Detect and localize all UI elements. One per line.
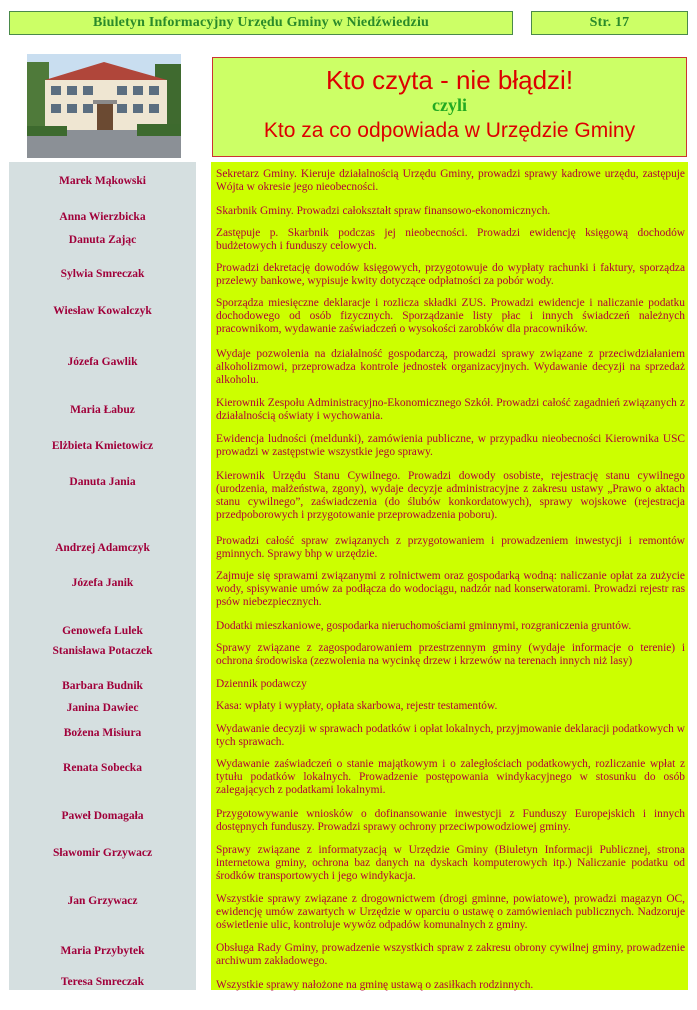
staff-name: Barbara Budnik (62, 680, 143, 692)
staff-name: Maria Przybytek (60, 945, 145, 957)
town-hall-photo (27, 54, 181, 158)
staff-duty: Kierownik Urzędu Stanu Cywilnego. Prowadzi dowody osobiste, rejestrację stanu cywilnego (urodzenia, małżeństwa, zgony), wydaje decyzje administracyjne z zakresu ustawy „Prawo o aktach stanu cywilnego”, zaświadczenia (do ślubów konkordatowych), sprawy wojskowe (rejestracja przedpoborowych i przygotowanie przeprowadzenia poboru). (216, 470, 685, 521)
staff-name: Andrzej Adamczyk (55, 542, 150, 554)
staff-duty: Zastępuje p. Skarbnik podczas jej nieobecności. Prowadzi ewidencję księgową dochodów budżetowych i funduszy celowych. (216, 227, 685, 252)
staff-name: Teresa Smreczak (60, 976, 145, 988)
staff-duty: Kasa: wpłaty i wypłaty, opłata skarbowa, rejestr testamentów. (216, 700, 498, 712)
article-title-connector: czyli (432, 95, 467, 115)
staff-name: Marek Mąkowski (59, 175, 146, 187)
staff-name: Józefa Gawlik (67, 356, 138, 368)
article-title-box (212, 57, 687, 157)
staff-duty: Obsługa Rady Gminy, prowadzenie wszystkich spraw z zakresu obrony cywilnej gminy, prowadzenie archiwum zakładowego. (216, 942, 685, 967)
staff-name: Bożena Misiura (63, 727, 142, 739)
staff-name: Jan Grzywacz (67, 895, 138, 907)
staff-duty: Ewidencja ludności (meldunki), zamówienia publiczne, w przypadku nieobecności Kierownika USC prowadzi w zastępstwie wszystkie jego sprawy. (216, 433, 685, 458)
bulletin-title: Biuletyn Informacyjny Urzędu Gminy w Niedźwiedziu (9, 11, 513, 35)
staff-duty: Wszystkie sprawy nałożone na gminę ustawą o zasiłkach rodzinnych. (216, 979, 534, 991)
staff-name: Paweł Domagała (61, 810, 144, 822)
staff-duty: Sekretarz Gminy. Kieruje działalnością Urzędu Gminy, prowadzi sprawy kadrowe urzędu, zastępuje Wójta w okresie jego nieobecności. (216, 168, 685, 193)
staff-duty: Wydawanie decyzji w sprawach podatków i opłat lokalnych, przyjmowanie deklaracji podatkowych w tych sprawach. (216, 723, 685, 748)
staff-duty: Przygotowywanie wniosków o dofinansowanie inwestycji z Funduszy Europejskich i innych dostępnych funduszy. Prowadzi sprawy ochrony przeciwpowodziowej gminy. (216, 808, 685, 833)
page-number: Str. 17 (531, 11, 688, 35)
staff-name: Danuta Zając (68, 234, 137, 246)
staff-duty: Dziennik podawczy (216, 678, 307, 690)
staff-duty: Prowadzi dekretację dowodów księgowych, przygotowuje do wypłaty rachunki i faktury, sporządza przelewy bankowe, wypisuje kwity dotyczące odpłatności za pobór wody. (216, 262, 685, 287)
staff-duty: Kierownik Zespołu Administracyjno-Ekonomicznego Szkół. Prowadzi całość zagadnień związanych z działalnością oświaty i wychowania. (216, 397, 685, 422)
staff-duty: Sporządza miesięczne deklaracje i rozlicza składki ZUS. Prowadzi ewidencje i naliczanie podatku dochodowego od osób fizycznych. Sporządzanie listy płac i innych świadczeń należnych pracownikom, wydawanie zaświadczeń o wysokości zarobków dla pracowników. (216, 297, 685, 335)
staff-duty: Zajmuje się sprawami związanymi z rolnictwem oraz gospodarką wodną: naliczanie opłat za zużycie wody, spisywanie umów za podłącza do wodociągu, nadzór nad konserwatorami. Prowadzi rejestr ras psów niebezpiecznych. (216, 570, 685, 608)
staff-name: Genowefa Lulek (62, 625, 143, 637)
staff-name: Józefa Janik (71, 577, 134, 589)
staff-name: Maria Łabuz (70, 404, 135, 416)
staff-name: Sylwia Smreczak (60, 268, 145, 280)
staff-duty: Sprawy związane z zagospodarowaniem przestrzennym gminy (wydaje informacje o terenie) i ochrona środowiska (zezwolenia na wycinkę drzew i krzewów na terenach innych niż lasy) (216, 642, 685, 667)
staff-name: Sławomir Grzywacz (52, 847, 153, 859)
staff-duty: Dodatki mieszkaniowe, gospodarka nieruchomościami gminnymi, rozgraniczenia gruntów. (216, 620, 632, 632)
staff-duty: Wszystkie sprawy związane z drogownictwem (drogi gminne, powiatowe), prowadzi magazyn OC, ewidencję umów zawartych w Urzędzie w oparciu o ustawę o zamówieniach publicznych. Nadzoruje oświetlenie ulic, kontroluje wywóz odpadów komunalnych z gminy. (216, 893, 685, 931)
staff-name: Anna Wierzbicka (59, 211, 146, 223)
staff-duty: Skarbnik Gminy. Prowadzi całokształt spraw finansowo-ekonomicznych. (216, 205, 551, 217)
staff-name: Stanisława Potaczek (52, 645, 153, 657)
staff-duty: Sprawy związane z informatyzacją w Urzędzie Gminy (Biuletyn Informacji Publicznej, strona internetowa gminy, ochrona baz danych na dyskach komputerowych itp.) Naliczanie podatku od środków transportowych i jego windykacja. (216, 844, 685, 882)
staff-name: Janina Dawiec (66, 702, 139, 714)
staff-duty: Prowadzi całość spraw związanych z przygotowaniem i prowadzeniem inwestycji i remontów gminnych. Sprawy bhp w urzędzie. (216, 535, 685, 560)
article-subtitle: Kto za co odpowiada w Urzędzie Gminy (263, 119, 636, 142)
staff-name: Renata Sobecka (63, 762, 142, 774)
article-title: Kto czyta - nie błądzi! (325, 65, 574, 95)
staff-name: Wiesław Kowalczyk (53, 305, 152, 317)
staff-duty: Wydawanie zaświadczeń o stanie majątkowym i o zaległościach podatkowych, rozliczanie wpłat z tytułu podatków lokalnych. Prowadzenie postępowania windykacyjnego w stosunku do osób zalegających z podatkami lokalnymi. (216, 758, 685, 796)
town-hall-illustration (27, 54, 181, 158)
staff-name: Danuta Jania (69, 476, 136, 488)
staff-duty: Wydaje pozwolenia na działalność gospodarczą, prowadzi sprawy związane z przeciwdziałaniem alkoholizmowi, przeprowadza kontrole jednostek organizacyjnych. Wydawanie decyzji na sprzedaż alkoholu. (216, 348, 685, 386)
staff-name: Elżbieta Kmietowicz (51, 440, 154, 452)
